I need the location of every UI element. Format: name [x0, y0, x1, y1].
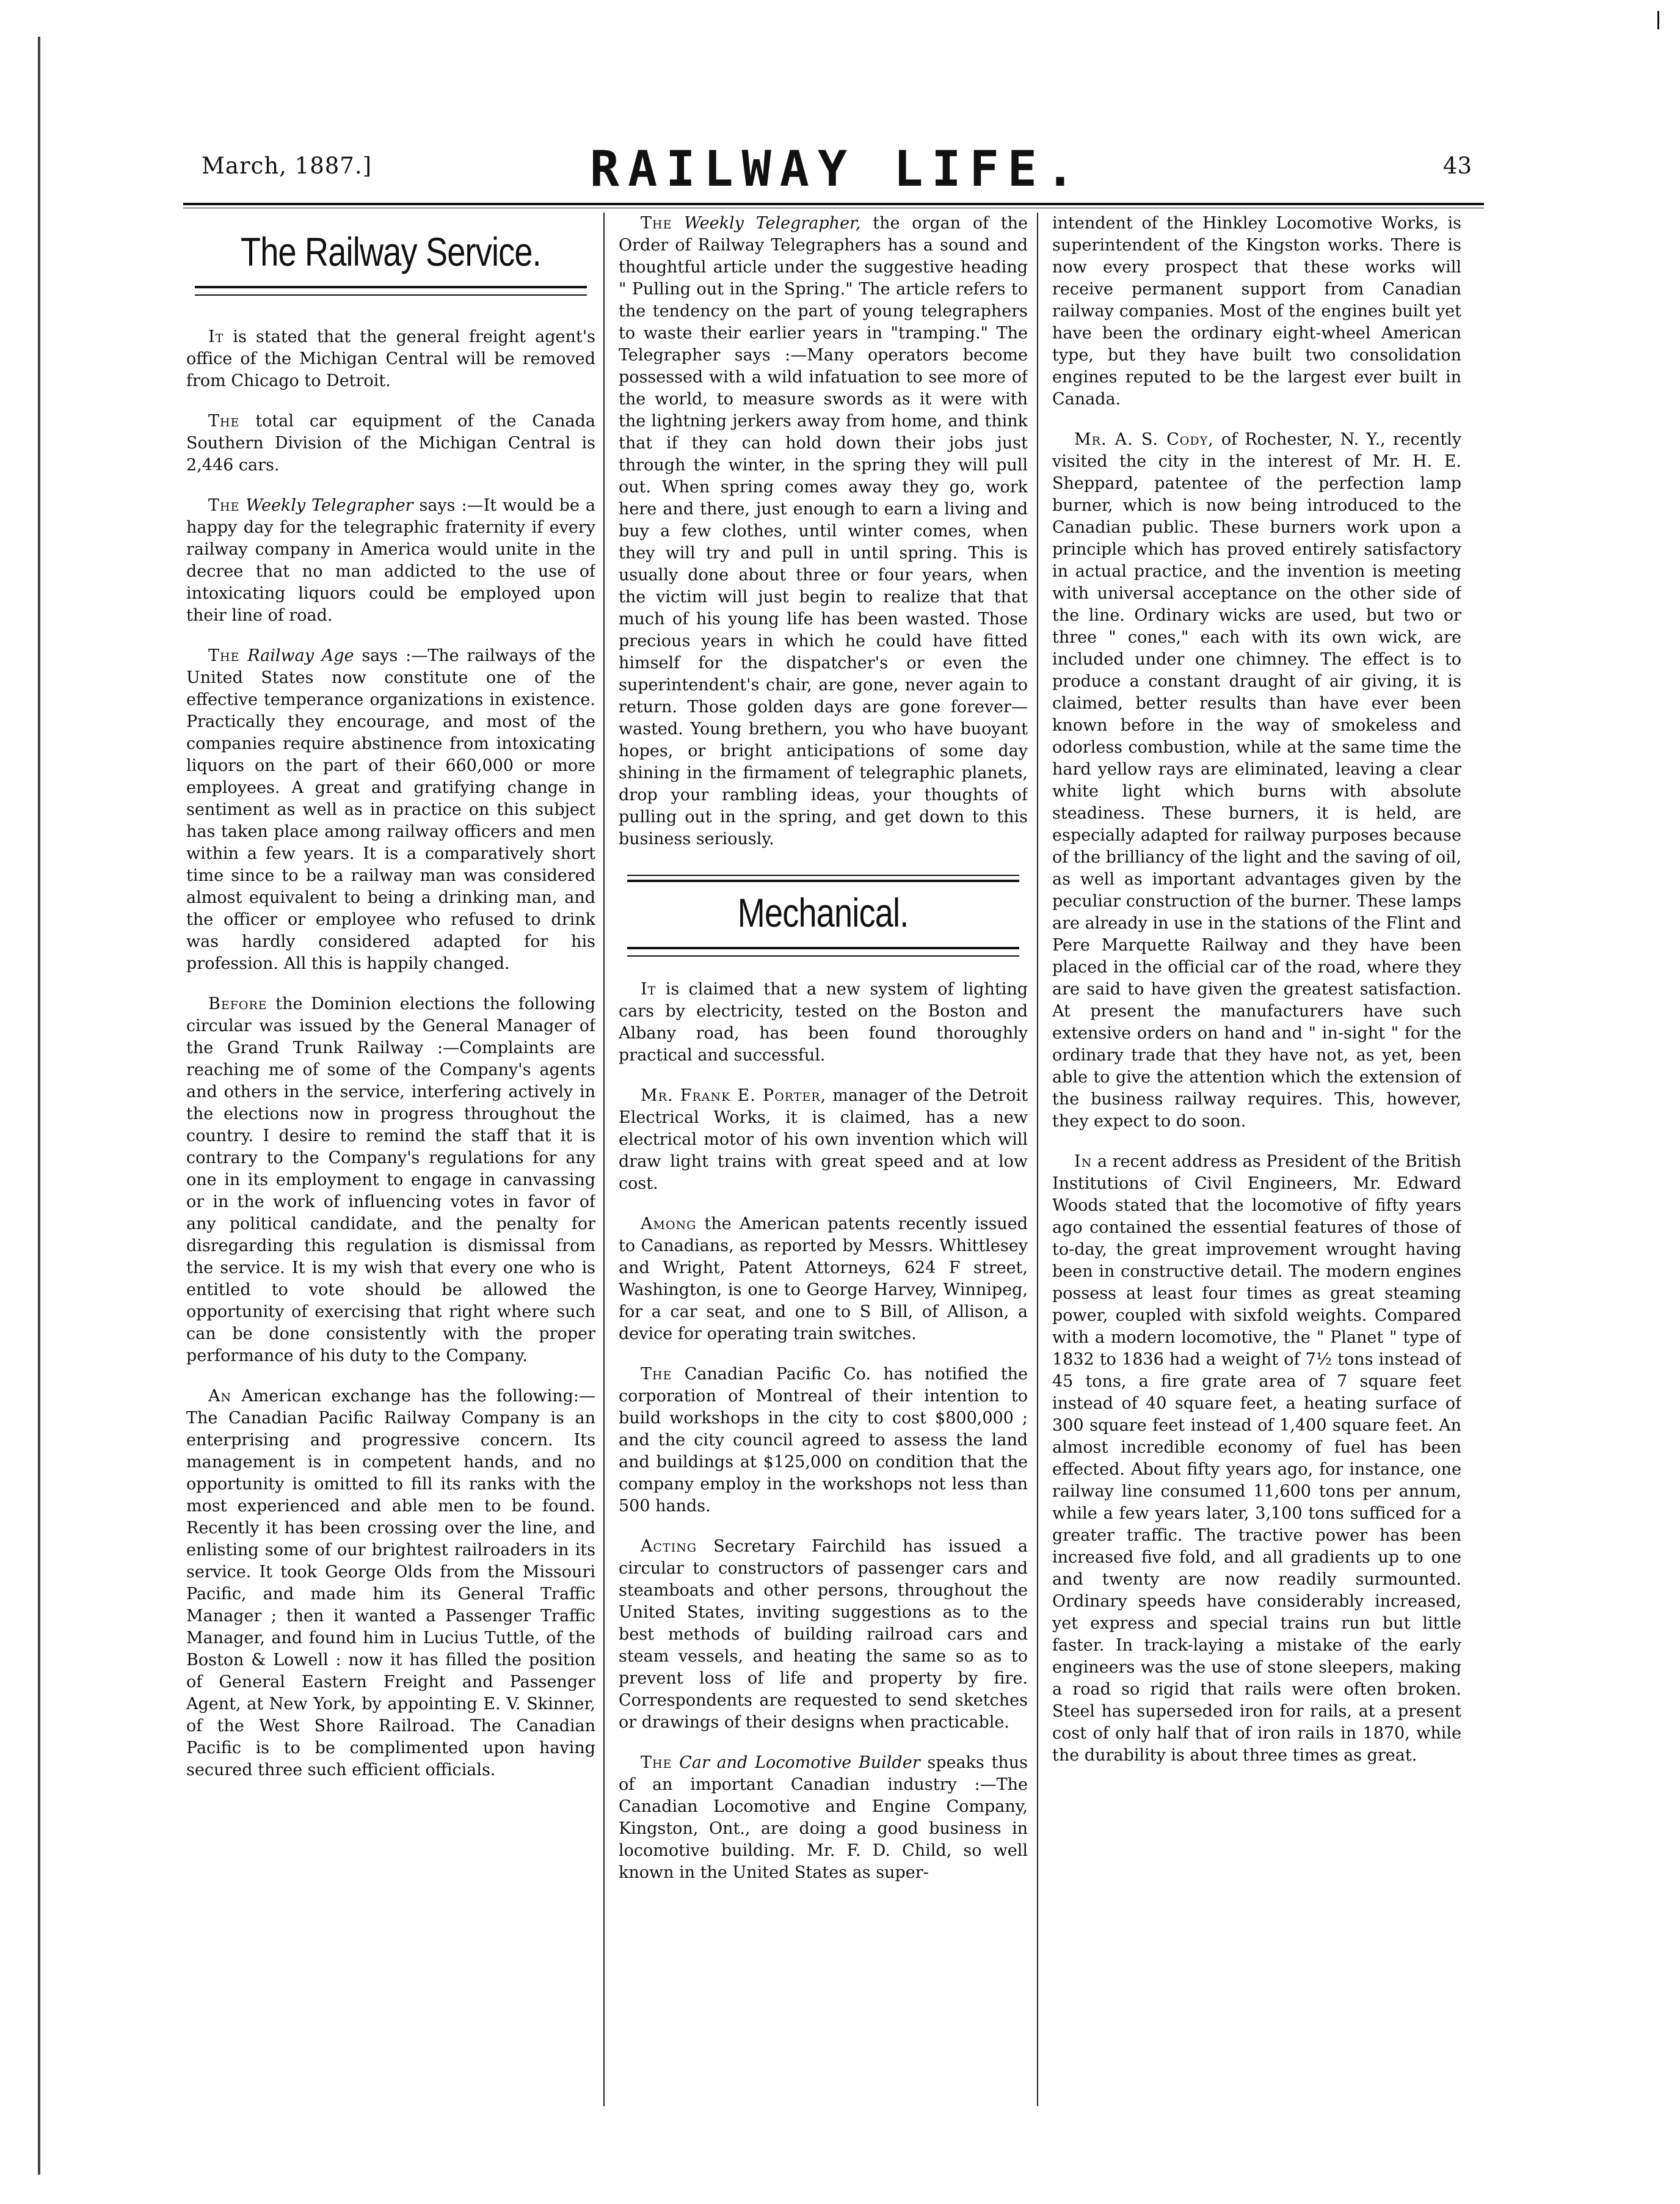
masthead	[202, 140, 1472, 208]
page-number: 43	[1442, 153, 1472, 179]
section-heading	[619, 889, 1028, 936]
heading-rule	[195, 286, 587, 296]
masthead-rule	[183, 203, 1484, 205]
paragraph: The Weekly Telegrapher says :—It would be a happy day for the telegraphic fraternity if every railway company in America would unite in the decree that no man addicted to the use of intoxicating liquors could be employed upon their line of road.	[186, 496, 595, 625]
paragraph: An American exchange has the following:—The Canadian Pacific Railway Company is an enterprising and progressive concern. Its management is in competent hands, and no opportunity is omitted to fill its ranks with the most experienced and able men to be found. Recently it has been crossing over the line, and enlisting some of our brightest railroaders in its service. It took George Olds from the Missouri Pacific, and made him its General Traffic Manager ; then it wanted a Passenger Traffic Manager, and found him in Lucius Tuttle, of the Boston & Lowell : now it has filled the position of General Eastern Freight and Passenger Agent, at New York, by appointing E. V. Skinner, of the West Shore Railroad. The Canadian Pacific is to be complimented upon having secured three such efficient officials.	[186, 1387, 595, 1779]
column-3	[1052, 213, 1461, 2137]
paragraph: Mr. A. S. Cody, of Rochester, N. Y., recently visited the city in the interest of Mr. H. E. Sheppard, patentee of the perfection lamp burner, which is now being introduced to the Canadian public. These burners work upon a principle which has proved entirely satisfactory in actual practice, and the invention is meeting with universal acceptance on the other side of the line. Ordinary wicks are used, but two or three " cones," each with its own wick, are included under one chimney. The effect is to produce a constant draught of air giving, it is claimed, better results than have ever been known before in the way of smokeless and odorless combustion, while at the same time the hard yellow rays are eliminated, leaving a clear white light which burns with absolute steadiness. These burners, it is held, are especially adapted for railway purposes because of the brilliancy of the light and the saving of oil, as well as important advantages given by the peculiar construction of the burner. These lamps are already in use in the stations of the Flint and Pere Marquette Railway and they have been placed in the official car of the road, where they are said to have given the greatest satisfaction. At present the manufacturers have such extensive orders on hand and " in-sight " for the ordinary trade that they have not, as yet, been able to give the attention which the extension of the business railway requires. This, however, they expect to do soon.	[1052, 430, 1461, 1131]
paragraph: The total car equipment of the Canada Southern Division of the Michigan Central is 2,446 cars.	[186, 412, 595, 475]
paragraph: Among the American patents recently issued to Canadians, as reported by Messrs. Whittlesey and Wright, Patent Attorneys, 624 F street, Washington, is one to George Harvey, Winnipeg, for a car seat, and one to S Bill, of Allison, a device for operating train switches.	[619, 1214, 1028, 1343]
paragraph: It is stated that the general freight agent's office of the Michigan Central will be removed from Chicago to Detroit.	[186, 327, 595, 390]
heading-mechanical: Mechanical.	[738, 890, 909, 935]
column-divider	[603, 213, 605, 2106]
paragraph: In a recent address as President of the British Institutions of Civil Engineers, Mr. Edward Woods stated that the locomotive of fifty years ago contained the essential features of those of to-day, the great improvement wrought having been in constructive detail. The modern engines possess at least four times as great steaming power, coupled with sixfold weights. Compared with a modern locomotive, the " Planet " type of 1832 to 1836 had a weight of 7½ tons instead of 45 tons, a fire grate area of 7 square feet instead of 40 square feet, a heating surface of 300 square feet instead of 1,400 square feet. An almost incredible economy of fuel has been effected. About fifty years ago, for instance, one railway line consumed 11,600 tons per annum, while a few years later, 3,100 tons sufficed for a greater traffic. The tractive power has been increased five fold, and all gradients up to one and twenty are now readily surmounted. Ordinary speeds have considerably increased, yet express and special trains run but little faster. In track-laying a mistake of the early engineers was the use of stone sleepers, making a road so rigid that rails were often broken. Steel has superseded iron for rails, at a present cost of only half that of iron rails in 1870, while the durability is about three times as great.	[1052, 1152, 1461, 1765]
paragraph: Mr. Frank E. Porter, manager of the Detroit Electrical Works, it is claimed, has a new electrical motor of his own invention which will draw light trains with great speed and at low cost.	[619, 1086, 1028, 1193]
issue-date: March, 1887.]	[202, 153, 373, 179]
paragraph: It is claimed that a new system of lighting cars by electricity, tested on the Boston and Albany road, has been found thoroughly practical and successful.	[619, 980, 1028, 1065]
paragraph: Acting Secretary Fairchild has issued a circular to constructors of passenger cars and steamboats and other persons, throughout the United States, inviting suggestions as to the best methods of building railroad cars and steam vessels, and heating the same so as to prevent loss of life and property by fire. Correspondents are requested to send sketches or drawings of their designs when practicable.	[619, 1537, 1028, 1732]
heading-rule	[627, 947, 1019, 957]
mechanical-section	[619, 875, 1028, 957]
heading-railway-service: The Railway Service.	[241, 229, 541, 274]
column-divider	[1037, 213, 1038, 2106]
publication-title: RAILWAY LIFE.	[589, 140, 1084, 197]
scan-edge-mark	[1657, 11, 1659, 29]
scan-edge-mark	[38, 37, 40, 2175]
column-2	[619, 213, 1028, 2137]
paragraph: intendent of the Hinkley Locomotive Works, is superintendent of the Kingston works. There is now every prospect that these works will receive permanent support from Canadian railway companies. Most of the engines built yet have been the ordinary eight-wheel American type, but they have built two consolidation engines reputed to be the largest ever built in Canada.	[1052, 214, 1461, 409]
paragraph: The Car and Locomotive Builder speaks thus of an important Canadian industry :—The Canadian Locomotive and Engine Company, Kingston, Ont., are doing a good business in locomotive building. Mr. F. D. Child, so well known in the United States as super-	[619, 1753, 1028, 1882]
column-1	[186, 213, 595, 2137]
paragraph: Before the Dominion elections the following circular was issued by the General Manager of the Grand Trunk Railway :—Complaints are reaching me of some of the Company's agents and others in the service, interfering actively in the elections now in progress throughout the country. I desire to remind the staff that it is contrary to the Company's regulations for any one in its employment to engage in canvassing or in the work of influencing votes in favor of any political candidate, and the penalty for disregarding this regulation is dismissal from the service. It is my wish that every one who is entitled to vote should be allowed the opportunity of exercising that right where such can be done consistently with the proper performance of his duty to the Company.	[186, 994, 595, 1365]
paragraph: The Canadian Pacific Co. has notified the corporation of Montreal of their intention to build workshops in the city to cost $800,000 ; and the city council agreed to assess the land and buildings at $125,000 on condition that the company employ in the workshops not less than 500 hands.	[619, 1365, 1028, 1516]
heading-rule	[627, 875, 1019, 882]
paragraph: The Weekly Telegrapher, the organ of the Order of Railway Telegraphers has a sound and thoughtful article under the suggestive heading " Pulling out in the Spring." The article refers to the tendency on the part of young telegraphers to waste their earlier years in "tramping." The Telegrapher says :—Many operators become possessed with a wild infatuation to see more of the world, to measure swords as it were with the lightning jerkers away from home, and think that if they can hold down their jobs just through the winter, in the spring they will pull out. When spring comes away they go, work here and there, just enough to earn a living and buy a few clothes, until winter comes, when they will try and pull in until spring. This is usually done about three or four years, when the victim will just begin to realize that that much of his young life has been wasted. Those precious years in which he could have fitted himself for the dispatcher's or even the superintendent's chair, are gone, never again to return. Those golden days are gone forever—wasted. Young brethern, you who have buoyant hopes, or bright anticipations of some day shining in the firmament of telegraphic planets, drop your rambling ideas, your thoughts of pulling out in the spring, and get down to this business seriously.	[619, 214, 1028, 848]
paragraph: The Railway Age says :—The railways of the United States now constitute one of the effective temperance organizations in existence. Practically they encourage, and most of the companies require abstinence from intoxicating liquors on the part of their 660,000 or more employees. A great and gratifying change in sentiment as well as in practice on this subject has taken place among railway officers and men within a few years. It is a comparatively short time since to be a railway man was considered almost equivalent to being a drinking man, and the officer or employee who refused to drink was hardly considered adapted for his profession. All this is happily changed.	[186, 646, 595, 973]
section-heading	[186, 228, 595, 275]
